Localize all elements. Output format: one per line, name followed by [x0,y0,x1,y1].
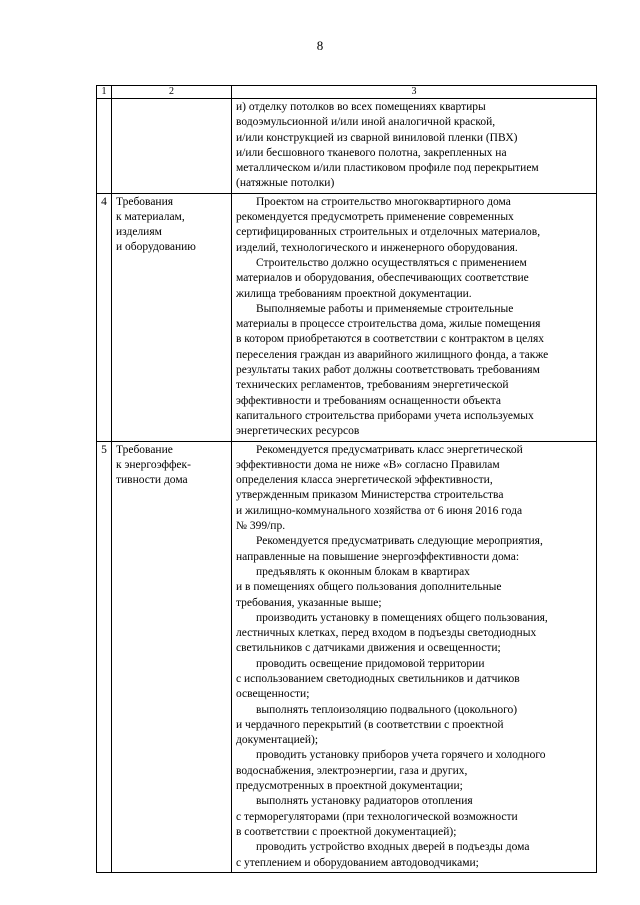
requirement-text-line: Проектом на строительство многоквартирного дома [256,195,511,208]
requirement-name-cell [112,99,232,194]
requirement-text-line: выполнять теплоизоляцию подвального (цокольного) [256,703,518,716]
requirement-name-line: и оборудованию [116,240,196,253]
requirement-text-line: (натяжные потолки) [236,177,335,190]
requirement-text-line: металлическом и/или пластиковом профиле под перекрытием [236,162,539,175]
requirement-text-line: материалов и оборудования, обеспечивающих соответствие [236,272,529,285]
requirement-text-line: результаты таких работ должны соответствовать требованиям [236,364,540,377]
requirement-text-line: сертифицированных строительных и отделочных материалов, [236,226,541,239]
row-number: 4 [97,193,112,441]
requirement-text-line: в соответствии с проектной документацией); [236,825,457,838]
requirement-name-line: изделиям [116,225,162,238]
requirement-text-line: предусмотренных в проектной документации; [236,780,463,793]
requirement-text-line: с использованием светодиодных светильников и датчиков [236,672,520,685]
requirement-name-line: Требование [116,443,173,456]
table-row [97,441,597,872]
requirement-text-line: проводить устройство входных дверей в подъезды дома [256,841,530,854]
requirement-text-line: эффективности дома не ниже «В» согласно Правилам [236,458,500,471]
header-cell-1: 1 [97,86,112,99]
requirement-text-line: рекомендуется предусмотреть применение современных [236,211,514,224]
requirement-text-line: лестничных клетках, перед входом в подъезды светодиодных [236,627,537,640]
requirement-text-line: утвержденным приказом Министерства строительства [236,489,504,502]
table-header-row [97,86,597,99]
requirement-name-line: тивности дома [116,473,188,486]
requirement-text-cell [232,441,597,872]
requirement-text-line: в котором приобретаются в соответствии с контрактом в целях [236,333,545,346]
requirement-text-line: выполнять установку радиаторов отопления [256,795,473,808]
requirement-text-line: Рекомендуется предусматривать следующие мероприятия, [256,535,543,548]
requirement-text-line: Рекомендуется предусматривать класс энергетической [256,443,523,456]
requirement-text-line: переселения граждан из аварийного жилищного фонда, а также [236,348,549,361]
requirement-text-line: изделий, технологического и инженерного оборудования. [236,241,518,254]
requirement-text-line: проводить установку приборов учета горячего и холодного [256,749,546,762]
requirement-text-line: освещенности; [236,688,310,701]
table-row [97,99,597,194]
requirement-text-line: документацией); [236,734,319,747]
requirement-text-line: и чердачного перекрытий (в соответствии с проектной [236,718,504,731]
requirement-text-line: направленные на повышение энергоэффективности дома: [236,550,520,563]
requirement-text-line: и в помещениях общего пользования дополнительные [236,581,502,594]
requirement-text-line: капитального строительства приборами учета используемых [236,409,534,422]
requirement-text-line: № 399/пр. [236,520,286,533]
requirement-text-cell [232,99,597,194]
requirement-text-line: и/или бесшовного тканевого полотна, закрепленных на [236,146,507,159]
requirement-text-line: требования, указанные выше; [236,596,382,609]
requirement-text-line: и) отделку потолков во всех помещениях квартиры [236,101,486,113]
table-row [97,193,597,441]
page-number: 8 [316,38,324,53]
requirement-text-line: Выполняемые работы и применяемые строительные [256,302,514,315]
requirement-text-line: и жилищно-коммунального хозяйства от 6 июня 2016 года [236,504,523,517]
requirement-text-line: технических регламентов, требованиям энергетической [236,379,509,392]
header-cell-2: 2 [112,86,232,99]
requirement-name-line: Требования [116,195,174,208]
requirement-text-line: водоснабжения, электроэнергии, газа и других, [236,764,468,777]
requirement-text-line: определения класса энергетической эффективности, [236,474,493,487]
requirement-text-line: с утеплением и оборудованием автодоводчиками; [236,856,479,869]
requirement-text-line: предъявлять к оконным блокам в квартирах [256,565,470,578]
requirement-text-line: материалы в процессе строительства дома, жилые помещения [236,318,541,331]
row-number [97,99,112,194]
header-cell-3: 3 [232,86,597,99]
requirement-text-line: проводить освещение придомовой территории [256,657,485,670]
requirement-text-line: светильников с датчиками движения и освещенности; [236,642,501,655]
requirement-name-cell [112,193,232,441]
requirement-text-line: с терморегуляторами (при технологической возможности [236,810,518,823]
requirement-text-line: водоэмульсионной и/или иной аналогичной краской, [236,116,496,129]
requirement-name-line: к материалам, [116,210,185,223]
requirement-name-line: к энергоэффек- [116,458,191,471]
requirement-text-cell [232,193,597,441]
requirement-text-line: Строительство должно осуществляться с применением [256,256,527,269]
requirements-table [96,85,597,873]
requirement-text-line: жилища требованиям проектной документации. [236,287,472,300]
requirement-text-line: и/или конструкцией из сварной виниловой пленки (ПВХ) [236,131,518,144]
requirement-text-line: эффективности и требованиям оснащенности объекта [236,394,501,407]
requirement-text-line: энергетических ресурсов [236,425,360,438]
row-number: 5 [97,441,112,872]
requirement-name-cell [112,441,232,872]
requirement-text-line: производить установку в помещениях общего пользования, [256,611,548,624]
